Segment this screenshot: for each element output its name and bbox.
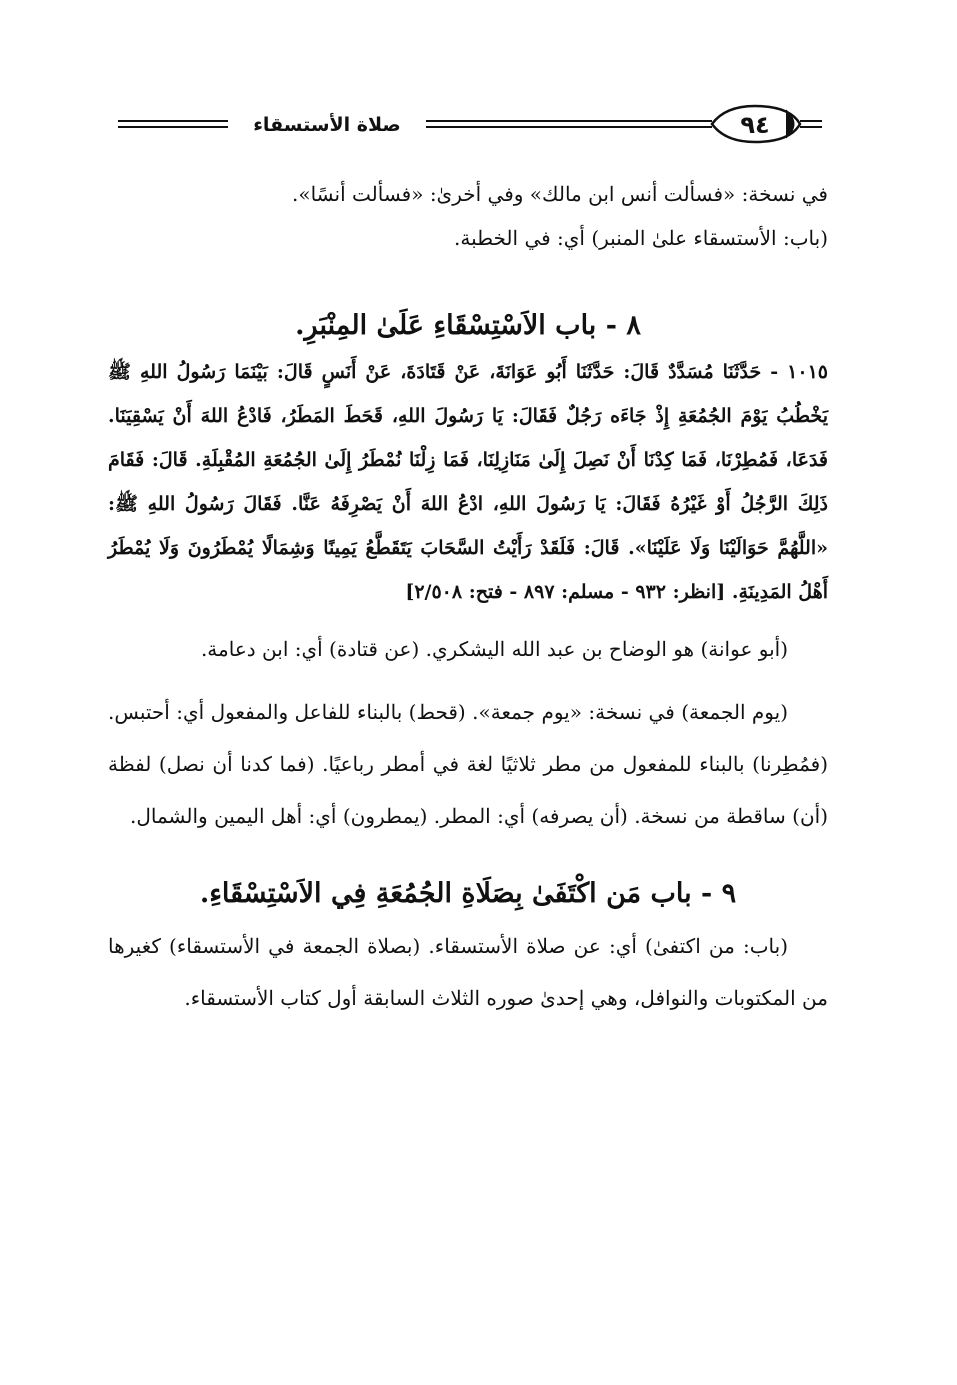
page-header [100,102,825,148]
intro-line-1: في نسخة: «فسألت أنس ابن مالك» وفي أخرىٰ: «فسألت أنسًا». [291,182,828,206]
hadith-1015: ١٠١٥ - حَدَّثَنَا مُسَدَّدٌ قَالَ: حَدَّثَنَا أَبُو عَوَانَةَ، عَنْ قَتَادَةَ، عَنْ أَنَسٍ قَالَ: بَيْنَمَا رَسُولُ اللهِ ﷺ يَخْطُبُ يَوْمَ الجُمُعَةِ إِذْ جَاءَه رَجُلٌ فَقَالَ: يَا رَسُولَ اللهِ، قَحَطَ المَطَرُ، فَادْعُ اللهَ أَنْ يَسْقِيَنَا. فَدَعَا، فَمُطِرْنَا، فَمَا كِدْنَا أَنْ نَصِلَ إِلَىٰ مَنَازِلِنَا، فَمَا زِلْنَا نُمْطَرُ إِلَىٰ الجُمُعَةِ المُقْبِلَةِ. قَالَ: فَقَامَ ذَلِكَ الرَّجُلُ أَوْ غَيْرُهُ فَقَالَ: يَا رَسُولَ اللهِ، ادْعُ اللهَ أَنْ يَصْرِفَهُ عَنَّا. فَقَالَ رَسُولُ اللهِ ﷺ: «اللَّهُمَّ حَوَالَيْنَا وَلَا عَلَيْنَا». قَالَ: فَلَقَدْ رَأَيْتُ السَّحَابَ يَتَقَطَّعُ يَمِينًا وَشِمَالًا يُمْطَرُونَ وَلَا يُمْطَرُ أَهْلُ المَدِينَةِ. [انظر: ٩٣٢ - مسلم: ٨٩٧ - فتح: ٢/٥٠٨] [108,361,828,603]
commentary-2: (يوم الجمعة) في نسخة: «يوم جمعة». (قحط) بالبناء للفاعل والمفعول أي: أحتبس. (فمُطِرنا) بالبناء للمفعول من مطر ثلاثيًا لغة في أمطر رباعيًا. (فما كدنا أن نصل) لفظة (أن) ساقطة من نسخة. (أن يصرفه) أي: المطر. (يمطرون) أي: أهل اليمين والشمال. [108,700,828,828]
commentary-1: (أبو عوانة) هو الوضاح بن عبد الله اليشكري. (عن قتادة) أي: ابن دعامة. [200,637,788,661]
page-content [108,172,828,1024]
intro-line-2: (باب: الأستسقاء علىٰ المنبر) أي: في الخطبة. [454,226,828,250]
commentary-3: (باب: من اكتفىٰ) أي: عن صلاة الأستسقاء. (بصلاة الجمعة في الأستسقاء) كغيرها من المكتوبات والنوافل، وهي إحدىٰ صوره الثلاث السابقة أول كتاب الأستسقاء. [108,934,828,1010]
chapter-8-heading: ٨ - باب الاَسْتِسْقَاءِ عَلَىٰ المِنْبَرِ. [295,310,641,341]
running-title: صلاة الأستسقاء [232,112,422,138]
chapter-9-heading: ٩ - باب مَن اكْتَفَىٰ بِصَلَاةِ الجُمُعَةِ فِي الاَسْتِسْقَاءِ. [199,878,737,909]
page-number: ٩٤ [740,111,770,139]
